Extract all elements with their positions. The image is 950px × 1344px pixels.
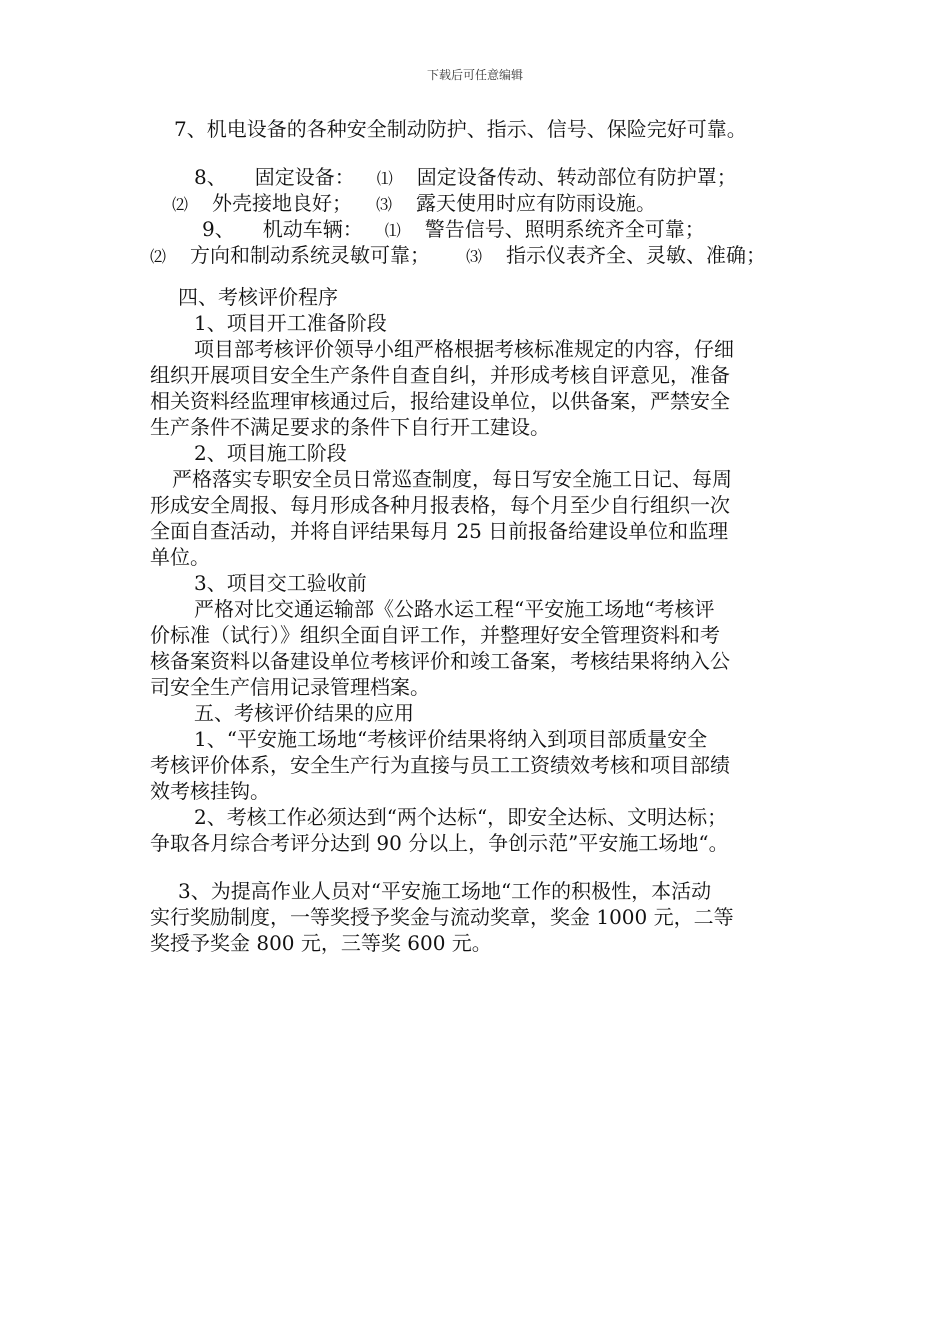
section-4-2-title: 2、项目施工阶段 <box>194 441 347 465</box>
section-4-2-line: 全面自查活动，并将自评结果每月 25 日前报备给建设单位和监理 <box>150 519 729 543</box>
item-9-number: 9、 <box>202 217 235 241</box>
item-8-label: 固定设备： <box>254 165 355 189</box>
section-4-1-line: 相关资料经监理审核通过后，报给建设单位，以供备案，严禁安全 <box>150 389 730 413</box>
item-8-enum-2: ⑵ <box>172 195 189 214</box>
section-5-1-line: 效考核挂钩。 <box>150 779 270 803</box>
item-9-text-3: 指示仪表齐全、灵敏、准确； <box>506 243 767 267</box>
item-8-line-2 <box>150 190 830 216</box>
section-5-3-line: 实行奖励制度，一等奖授予奖金与流动奖章，奖金 1000 元，二等 <box>150 905 734 929</box>
item-8-enum-1: ⑴ <box>376 169 393 188</box>
document-body <box>150 116 830 956</box>
section-5-3-line: 奖授予奖金 800 元，三等奖 600 元。 <box>150 931 492 955</box>
item-8-number: 8、 <box>194 165 227 189</box>
item-9-enum-3: ⑶ <box>466 247 483 266</box>
section-4-3-title: 3、项目交工验收前 <box>194 571 367 595</box>
section-4-1-line: 组织开展项目安全生产条件自查自纠，并形成考核自评意见，准备 <box>150 363 730 387</box>
section-4-3-line: 核备案资料以备建设单位考核评价和竣工备案，考核结果将纳入公 <box>150 649 730 673</box>
section-5-3-line: 3、为提高作业人员对“平安施工场地“工作的积极性，本活动 <box>178 879 712 903</box>
item-8-enum-3: ⑶ <box>376 195 393 214</box>
section-4-1-title: 1、项目开工准备阶段 <box>194 311 387 335</box>
section-4-1-line: 生产条件不满足要求的条件下自行开工建设。 <box>150 415 550 439</box>
section-4-title: 四、考核评价程序 <box>178 285 338 309</box>
section-5-1-line: 考核评价体系，安全生产行为直接与员工工资绩效考核和项目部绩 <box>150 753 730 777</box>
item-9-text-2: 方向和制动系统灵敏可靠； <box>190 243 431 267</box>
section-4-2-line: 单位。 <box>150 545 210 569</box>
item-8-text-3: 露天使用时应有防雨设施。 <box>416 191 657 215</box>
item-7: 7、机电设备的各种安全制动防护、指示、信号、保险完好可靠。 <box>174 117 747 141</box>
section-4-3-line: 严格对比交通运输部《公路水运工程“平安施工场地“考核评 <box>194 597 715 621</box>
section-4-3-line: 价标准（试行）》组织全面自评工作，并整理好安全管理资料和考 <box>150 623 720 647</box>
section-5-2-line: 争取各月综合考评分达到 90 分以上，争创示范”平安施工场地“。 <box>150 831 729 855</box>
item-9-label: 机动车辆： <box>262 217 363 241</box>
item-9-line-1 <box>150 216 830 242</box>
item-9-text-1: 警告信号、照明系统齐全可靠； <box>424 217 705 241</box>
item-9-line-2 <box>150 242 830 268</box>
page-header-note: 下载后可任意编辑 <box>426 68 523 82</box>
section-4-1-line: 项目部考核评价领导小组严格根据考核标准规定的内容，仔细 <box>194 337 734 361</box>
section-5-1-line: 1、“平安施工场地“考核评价结果将纳入到项目部质量安全 <box>194 727 708 751</box>
item-8-text-1: 固定设备传动、转动部位有防护罩； <box>416 165 737 189</box>
item-8-text-2: 外壳接地良好； <box>212 191 353 215</box>
section-4-2-line: 形成安全周报、每月形成各种月报表格，每个月至少自行组织一次 <box>150 493 730 517</box>
item-8-line-1 <box>150 164 830 190</box>
section-5-title: 五、考核评价结果的应用 <box>194 701 414 725</box>
section-5-2-line: 2、考核工作必须达到“两个达标“，即安全达标、文明达标； <box>194 805 728 829</box>
section-4-2-line: 严格落实专职安全员日常巡查制度，每日写安全施工日记、每周 <box>172 467 732 491</box>
item-9-enum-1: ⑴ <box>384 221 401 240</box>
item-9-enum-2: ⑵ <box>150 247 167 266</box>
section-4-3-line: 司安全生产信用记录管理档案。 <box>150 675 430 699</box>
